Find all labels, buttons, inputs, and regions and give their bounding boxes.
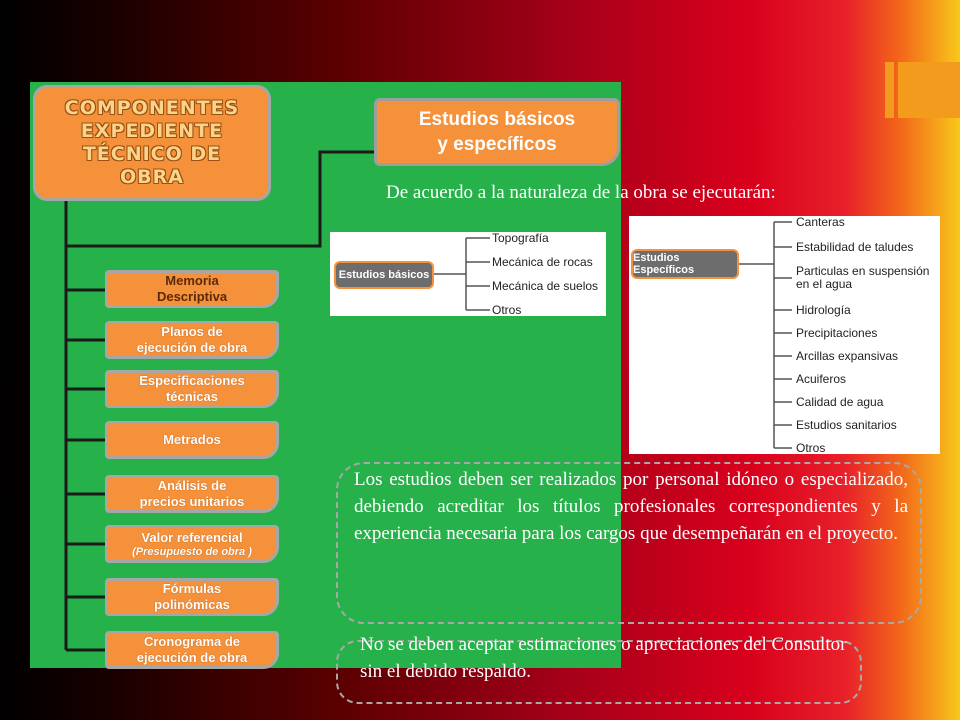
component-label: Valor referencial — [141, 530, 243, 545]
component-label: Metrados — [163, 432, 221, 447]
main-node-title: COMPONENTES EXPEDIENTE TÉCNICO DE OBRA — [64, 97, 240, 188]
component-planos — [105, 321, 279, 359]
component-analisis — [105, 475, 279, 513]
studies-caption: De acuerdo a la naturaleza de la obra se ejecutarán: — [386, 182, 776, 203]
specific-studies-diagram — [629, 216, 940, 454]
specific-study-item: Acuiferos — [796, 372, 847, 386]
studies-node-label: Estudios básicos y específicos — [418, 109, 576, 155]
component-formulas — [105, 578, 279, 616]
note-2-text: No se deben aceptar estimaciones o apreciaciones del Consultor sin el debido respaldo. — [360, 634, 847, 682]
component-metrados — [105, 421, 279, 459]
specific-study-item: Arcillas expansivas — [796, 349, 899, 363]
note-1-text: Los estudios deben ser realizados por personal idóneo o especializado, debiendo acreditar los títulos profesionales correspondientes y la experiencia necesaria para los cargos que desempeñarán en el proyecto. — [354, 469, 908, 544]
studies-node — [374, 98, 620, 166]
basic-study-item: Mecánica de rocas — [492, 255, 593, 269]
basic-study-item: Topografía — [492, 231, 549, 245]
main-node — [33, 85, 271, 201]
basic-studies-diagram — [330, 232, 606, 316]
component-label: Fórmulas polinómicas — [154, 581, 230, 612]
specific-studies-tag: Estudios Específicos — [631, 249, 739, 279]
specific-study-item: Hidrología — [796, 303, 851, 317]
basic-studies-tag: Estudios básicos — [334, 261, 434, 289]
component-memoria — [105, 270, 279, 308]
component-label: Especificaciones técnicas — [139, 373, 245, 404]
basic-study-item: Otros — [492, 303, 522, 317]
specific-study-item: Particulas en suspensión en el agua — [796, 264, 930, 291]
component-label: Memoria Descriptiva — [156, 273, 228, 304]
component-label: Cronograma de ejecución de obra — [136, 634, 248, 665]
specific-study-item: Precipitaciones — [796, 326, 878, 340]
component-especificaciones — [105, 370, 279, 408]
specific-study-item: Canteras — [796, 215, 845, 229]
component-cronograma — [105, 631, 279, 669]
component-valor-referencial — [105, 525, 279, 563]
specific-study-item: Calidad de agua — [796, 395, 884, 409]
component-label: Planos de ejecución de obra — [136, 324, 248, 355]
specific-study-item: Otros — [796, 441, 826, 455]
basic-study-item: Mecánica de suelos — [492, 279, 599, 293]
specific-study-item: Estabilidad de taludes — [796, 240, 914, 254]
specific-study-item: Estudios sanitarios — [796, 418, 897, 432]
component-label: Análisis de precios unitarios — [139, 478, 245, 509]
component-sublabel: (Presupuesto de obra ) — [132, 546, 252, 558]
